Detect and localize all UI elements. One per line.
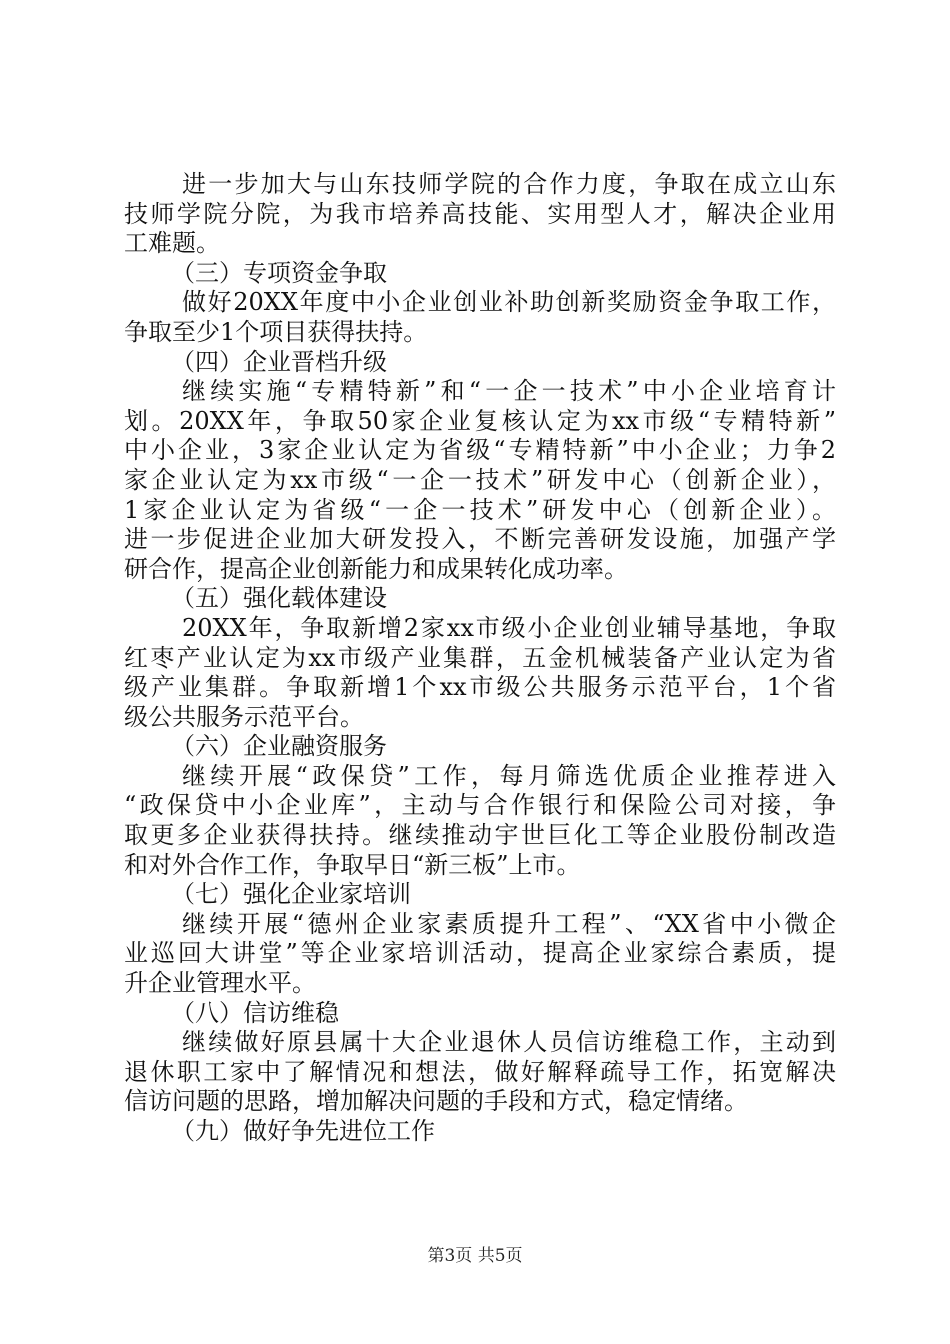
paragraph-line: 继续开展“政保贷”工作，每月筛选优质企业推荐进入 bbox=[182, 761, 836, 790]
paragraph-line: 退休职工家中了解情况和想法，做好解释疏导工作，拓宽解决 bbox=[124, 1057, 836, 1086]
section-heading: （四）企业晋档升级 bbox=[171, 347, 387, 376]
paragraph-line: 业巡回大讲堂”等企业家培训活动，提高企业家综合素质，提 bbox=[124, 939, 836, 968]
paragraph-line: 1家企业认定为省级“一企一技术”研发中心（创新企业）。 bbox=[124, 495, 836, 524]
paragraph-line: 中小企业，3家企业认定为省级“专精特新”中小企业；力争2 bbox=[124, 436, 836, 465]
paragraph-line: 家企业认定为xx市级“一企一技术”研发中心（创新企业）， bbox=[124, 465, 836, 494]
paragraph-line: “政保贷中小企业库”，主动与合作银行和保险公司对接，争 bbox=[124, 791, 836, 820]
paragraph-line: 工难题。 bbox=[124, 229, 220, 258]
paragraph-line: 继续做好原县属十大企业退休人员信访维稳工作，主动到 bbox=[182, 1028, 836, 1057]
paragraph-line: 争取至少1个项目获得扶持。 bbox=[124, 317, 428, 346]
section-heading: （九）做好争先进位工作 bbox=[171, 1117, 435, 1145]
paragraph-line: 继续实施“专精特新”和“一企一技术”中小企业培育计 bbox=[182, 377, 836, 406]
paragraph-line: 20XX年，争取新增2家xx市级小企业创业辅导基地，争取 bbox=[182, 613, 836, 642]
paragraph-line: 级公共服务示范平台。 bbox=[124, 702, 364, 731]
paragraph-line: 级产业集群。争取新增1个xx市级公共服务示范平台，1个省 bbox=[124, 673, 836, 702]
section-heading: （七）强化企业家培训 bbox=[171, 880, 411, 909]
paragraph-line: 信访问题的思路，增加解决问题的手段和方式，稳定情绪。 bbox=[124, 1087, 748, 1116]
section-heading: （六）企业融资服务 bbox=[171, 732, 387, 761]
paragraph-line: 研合作，提高企业创新能力和成果转化成功率。 bbox=[124, 554, 628, 583]
document-body bbox=[124, 170, 836, 1147]
paragraph-line: 取更多企业获得扶持。继续推动宇世巨化工等企业股份制改造 bbox=[124, 821, 836, 850]
paragraph-line: 进一步加大与山东技师学院的合作力度，争取在成立山东 bbox=[182, 170, 836, 198]
paragraph-line: 升企业管理水平。 bbox=[124, 969, 316, 998]
section-heading: （三）专项资金争取 bbox=[171, 258, 387, 287]
page-footer: 第3页 共5页 bbox=[427, 1246, 523, 1266]
paragraph-line: 划。20XX年，争取50家企业复核认定为xx市级“专精特新” bbox=[124, 406, 836, 435]
paragraph-line: 进一步促进企业加大研发投入，不断完善研发设施，加强产学 bbox=[124, 525, 836, 554]
paragraph-line: 红枣产业认定为xx市级产业集群，五金机械装备产业认定为省 bbox=[124, 643, 836, 672]
paragraph-line: 继续开展“德州企业家素质提升工程”、“XX省中小微企 bbox=[182, 909, 836, 938]
section-heading: （五）强化载体建设 bbox=[171, 584, 387, 613]
paragraph-line: 做好20XX年度中小企业创业补助创新奖励资金争取工作， bbox=[182, 288, 836, 317]
section-heading: （八）信访维稳 bbox=[171, 998, 339, 1027]
paragraph-line: 技师学院分院，为我市培养高技能、实用型人才，解决企业用 bbox=[124, 199, 836, 228]
paragraph-line: 和对外合作工作，争取早日“新三板”上市。 bbox=[124, 850, 581, 879]
